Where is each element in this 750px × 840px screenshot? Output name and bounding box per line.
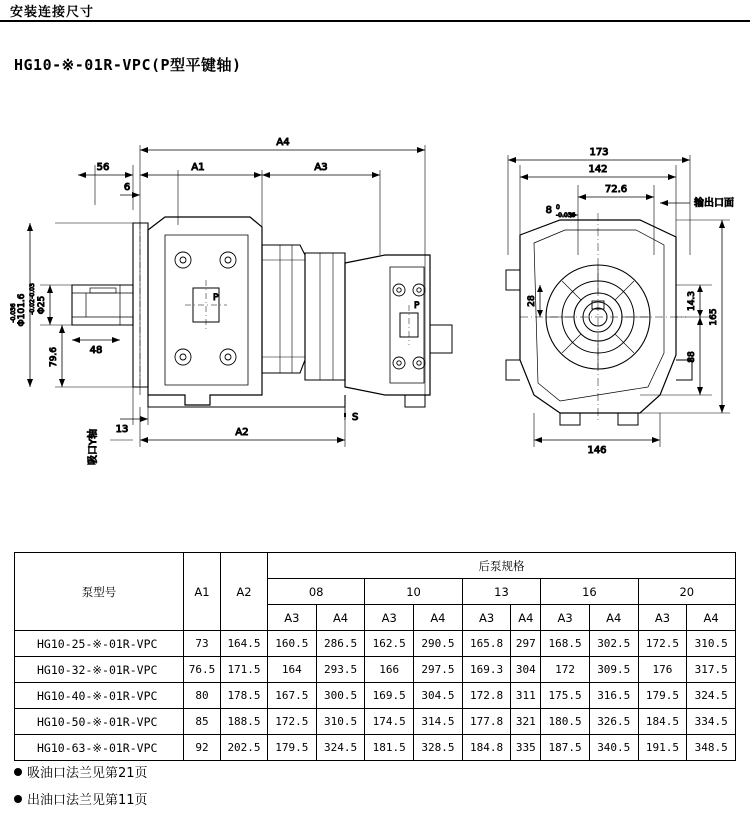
header-20-a3: A3 — [638, 605, 687, 631]
svg-text:-0.02: -0.02 — [29, 299, 36, 315]
cell-model: HG10-40-※-01R-VPC — [15, 683, 184, 709]
cell-13-a4: 304 — [511, 657, 541, 683]
cell-08-a3: 167.5 — [268, 683, 317, 709]
cell-16-a3: 180.5 — [541, 709, 590, 735]
cell-20-a4: 317.5 — [687, 657, 736, 683]
cell-13-a4: 335 — [511, 735, 541, 761]
bullet-icon — [14, 795, 22, 803]
svg-text:0: 0 — [556, 204, 560, 211]
cell-a2: 178.5 — [221, 683, 268, 709]
svg-text:48: 48 — [89, 345, 103, 356]
svg-text:72.6: 72.6 — [604, 184, 628, 195]
cell-10-a3: 166 — [365, 657, 414, 683]
header-bar — [0, 0, 750, 22]
footnote-item — [14, 789, 148, 808]
header-a1: A1 — [184, 553, 221, 631]
cell-a2: 202.5 — [221, 735, 268, 761]
svg-text:6: 6 — [123, 182, 131, 193]
cell-13-a3: 184.8 — [462, 735, 511, 761]
svg-text:吸口Y轴: 吸口Y轴 — [88, 428, 99, 465]
cell-a2: 188.5 — [221, 709, 268, 735]
footnotes — [14, 762, 148, 816]
cell-10-a3: 181.5 — [365, 735, 414, 761]
cell-model: HG10-63-※-01R-VPC — [15, 735, 184, 761]
svg-text:13: 13 — [115, 424, 129, 435]
cell-10-a3: 174.5 — [365, 709, 414, 735]
table-row — [15, 657, 736, 683]
svg-text:173: 173 — [589, 147, 609, 158]
header-10-a3: A3 — [365, 605, 414, 631]
cell-16-a3: 168.5 — [541, 631, 590, 657]
cell-20-a4: 348.5 — [687, 735, 736, 761]
svg-text:A4: A4 — [276, 137, 290, 148]
cell-13-a4: 321 — [511, 709, 541, 735]
cell-16-a3: 187.5 — [541, 735, 590, 761]
cell-08-a4: 293.5 — [316, 657, 365, 683]
bullet-icon — [14, 768, 22, 776]
cell-10-a3: 162.5 — [365, 631, 414, 657]
cell-10-a4: 297.5 — [414, 657, 463, 683]
header-13-a4: A4 — [511, 605, 541, 631]
svg-text:-0.03: -0.03 — [29, 283, 36, 299]
cell-08-a3: 164 — [268, 657, 317, 683]
header-model: 泵型号 — [15, 553, 184, 631]
header-group-20: 20 — [638, 579, 735, 605]
header-rear-pump-spec: 后泵规格 — [268, 553, 736, 579]
cell-13-a4: 297 — [511, 631, 541, 657]
model-heading: HG10-※-01R-VPC(P型平键轴) — [14, 56, 242, 74]
cell-a1: 76.5 — [184, 657, 221, 683]
svg-text:-0.036: -0.036 — [10, 303, 17, 323]
svg-text:88: 88 — [687, 351, 697, 363]
cell-model: HG10-32-※-01R-VPC — [15, 657, 184, 683]
cell-08-a4: 310.5 — [316, 709, 365, 735]
svg-text:A1: A1 — [191, 162, 205, 173]
cell-a1: 73 — [184, 631, 221, 657]
cell-a2: 164.5 — [221, 631, 268, 657]
cell-20-a3: 172.5 — [638, 631, 687, 657]
header-16-a4: A4 — [589, 605, 638, 631]
cell-20-a4: 324.5 — [687, 683, 736, 709]
svg-text:S: S — [352, 412, 359, 423]
table-header-row-1 — [15, 553, 736, 579]
cell-20-a3: 184.5 — [638, 709, 687, 735]
cell-16-a4: 316.5 — [589, 683, 638, 709]
svg-text:14.3: 14.3 — [687, 290, 697, 312]
svg-text:56: 56 — [96, 162, 110, 173]
table-row — [15, 709, 736, 735]
header-08-a3: A3 — [268, 605, 317, 631]
table-row — [15, 735, 736, 761]
cell-10-a4: 314.5 — [414, 709, 463, 735]
cell-20-a4: 310.5 — [687, 631, 736, 657]
svg-text:8: 8 — [545, 205, 552, 216]
footnote-item — [14, 762, 148, 781]
cell-13-a4: 311 — [511, 683, 541, 709]
cell-16-a3: 172 — [541, 657, 590, 683]
cell-16-a4: 340.5 — [589, 735, 638, 761]
svg-text:输出口面: 输出口面 — [694, 198, 734, 209]
page-title: 安装连接尺寸 — [10, 5, 95, 20]
cell-20-a3: 179.5 — [638, 683, 687, 709]
cell-20-a3: 191.5 — [638, 735, 687, 761]
svg-text:P: P — [414, 301, 420, 311]
cell-13-a3: 165.8 — [462, 631, 511, 657]
cell-10-a4: 290.5 — [414, 631, 463, 657]
header-13-a3: A3 — [462, 605, 511, 631]
svg-text:79.6: 79.6 — [49, 346, 59, 368]
table-row — [15, 631, 736, 657]
cell-10-a3: 169.5 — [365, 683, 414, 709]
cell-model: HG10-50-※-01R-VPC — [15, 709, 184, 735]
technical-drawing — [0, 95, 750, 515]
svg-text:28: 28 — [527, 295, 537, 307]
svg-text:A3: A3 — [314, 162, 328, 173]
svg-text:P: P — [213, 293, 219, 303]
cell-16-a4: 309.5 — [589, 657, 638, 683]
footnote-text: 吸油口法兰见第21页 — [27, 766, 148, 781]
cell-10-a4: 304.5 — [414, 683, 463, 709]
header-10-a4: A4 — [414, 605, 463, 631]
header-a2: A2 — [221, 553, 268, 631]
table-body — [15, 631, 736, 761]
footnote-text: 出油口法兰见第11页 — [27, 793, 148, 808]
cell-08-a3: 172.5 — [268, 709, 317, 735]
cell-10-a4: 328.5 — [414, 735, 463, 761]
svg-text:-0.036: -0.036 — [556, 212, 576, 219]
spec-table-wrap — [14, 552, 736, 761]
header-group-08: 08 — [268, 579, 365, 605]
svg-text:142: 142 — [588, 164, 608, 175]
cell-a2: 171.5 — [221, 657, 268, 683]
cell-model: HG10-25-※-01R-VPC — [15, 631, 184, 657]
cell-13-a3: 169.3 — [462, 657, 511, 683]
drawing-svg — [0, 95, 750, 515]
header-16-a3: A3 — [541, 605, 590, 631]
header-group-13: 13 — [462, 579, 540, 605]
table-row — [15, 683, 736, 709]
header-group-16: 16 — [541, 579, 638, 605]
svg-text:Φ101.6: Φ101.6 — [17, 293, 27, 327]
cell-20-a3: 176 — [638, 657, 687, 683]
cell-08-a4: 286.5 — [316, 631, 365, 657]
header-group-10: 10 — [365, 579, 462, 605]
header-08-a4: A4 — [316, 605, 365, 631]
svg-text:146: 146 — [587, 445, 607, 456]
cell-13-a3: 177.8 — [462, 709, 511, 735]
cell-16-a3: 175.5 — [541, 683, 590, 709]
cell-16-a4: 326.5 — [589, 709, 638, 735]
spec-table — [14, 552, 736, 761]
cell-08-a3: 179.5 — [268, 735, 317, 761]
cell-16-a4: 302.5 — [589, 631, 638, 657]
cell-08-a3: 160.5 — [268, 631, 317, 657]
cell-08-a4: 300.5 — [316, 683, 365, 709]
cell-a1: 92 — [184, 735, 221, 761]
cell-a1: 80 — [184, 683, 221, 709]
svg-text:A2: A2 — [235, 427, 249, 438]
cell-13-a3: 172.8 — [462, 683, 511, 709]
header-20-a4: A4 — [687, 605, 736, 631]
cell-a1: 85 — [184, 709, 221, 735]
cell-08-a4: 324.5 — [316, 735, 365, 761]
svg-text:165: 165 — [709, 308, 719, 326]
svg-text:Φ25: Φ25 — [37, 295, 47, 315]
cell-20-a4: 334.5 — [687, 709, 736, 735]
